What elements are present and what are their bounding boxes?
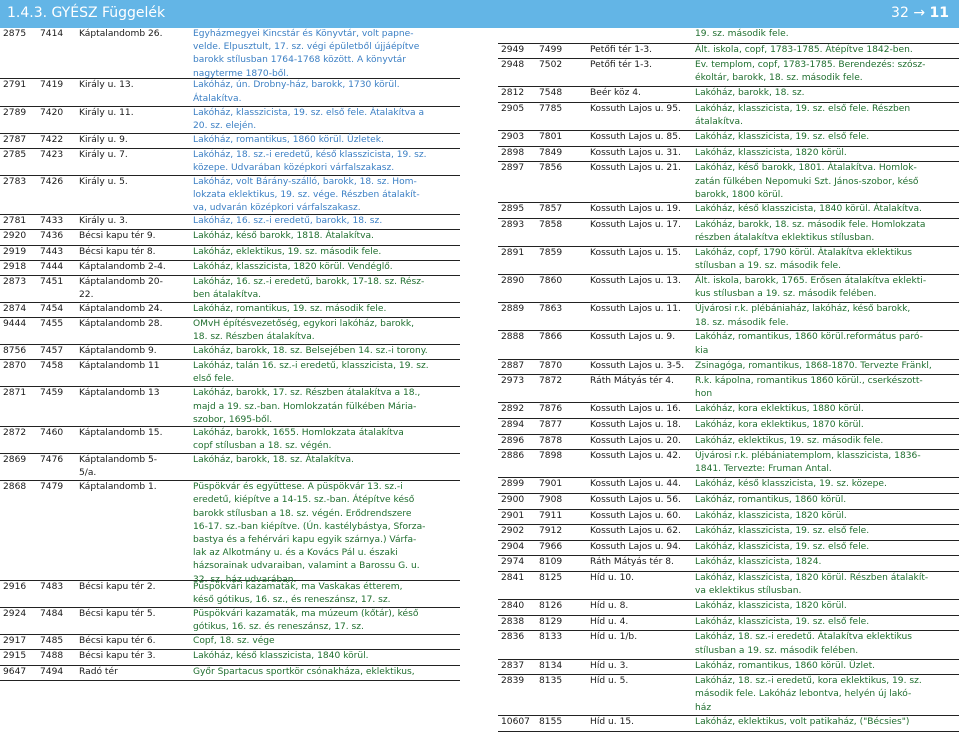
lot-number: 7966 xyxy=(539,541,563,552)
address: Káptalandomb 20- 22. xyxy=(79,276,163,300)
lot-number: 7414 xyxy=(40,29,64,39)
table-row xyxy=(0,303,460,318)
lot-number: 7872 xyxy=(539,376,563,387)
page-from: 32 xyxy=(891,5,909,21)
description: Lakóház, klasszicista, 19. sz. első fele. Részben átalakítva. xyxy=(695,103,911,128)
table-row xyxy=(498,572,959,600)
lot-number: 7499 xyxy=(539,44,563,55)
address: Bécsi kapu tér 6. xyxy=(79,636,156,647)
address: Kossuth Lajos u. 9. xyxy=(590,332,676,343)
table-row xyxy=(498,247,959,275)
table-row xyxy=(0,454,460,481)
lot-number: 8129 xyxy=(539,616,563,627)
lot-number: 7455 xyxy=(40,319,64,329)
address: Káptalandomb 2-4. xyxy=(79,261,166,272)
lot-number: 7866 xyxy=(539,332,563,343)
address: Kossuth Lajos u. 21. xyxy=(590,163,681,174)
record-id: 2898 xyxy=(501,147,525,158)
record-id: 2872 xyxy=(3,427,27,438)
record-id: 2919 xyxy=(3,246,27,257)
record-id: 2839 xyxy=(501,676,525,687)
table-row xyxy=(498,675,959,716)
record-id: 2874 xyxy=(3,303,27,314)
description: Lakóház, 18. sz.-i eredetű, kora eklektikus, 19. sz. második fele. Lakóház lebontva, helyén új lakó- ház xyxy=(695,676,922,713)
description: OMvH építésvezetőség, egykori lakóház, barokk, 18. sz. Részben átalakítva. xyxy=(193,319,415,343)
description: Lakóház, romantikus, 1860 körül. xyxy=(695,495,847,506)
table-row xyxy=(0,650,460,665)
description: Újvárosi r.k. plébániatemplom, klasszicista, 1836- 1841. Tervezte: Fruman Antal. xyxy=(695,451,921,475)
record-id: 2812 xyxy=(501,88,525,99)
table-row xyxy=(498,556,959,572)
address: Káptalandomb 1. xyxy=(79,482,157,493)
table-row xyxy=(498,600,959,616)
table-row xyxy=(498,87,959,103)
description: Lakóház, klasszicista, 19. sz. első fele. xyxy=(695,616,870,627)
address: Király u. 9. xyxy=(79,134,128,145)
address: Híd u. 15. xyxy=(590,716,635,727)
lot-number: 7857 xyxy=(539,204,563,215)
lot-number: 8135 xyxy=(539,676,563,687)
address: Kossuth Lajos u. 16. xyxy=(590,404,681,415)
address: Bécsi kapu tér 3. xyxy=(79,651,156,662)
description: Lakóház, késő klasszicista, 1840 körül. xyxy=(193,651,369,662)
table-row xyxy=(498,103,959,131)
description: Lakóház, barokk, 18. sz. második fele. Homlokzata részben átalakítva eklektikus stílusban. xyxy=(695,219,926,243)
description: Lakóház, 18. sz.-i eredetű. Átalakítva eklektikus stílusban a 19. sz. második felében. xyxy=(695,632,913,656)
table-row xyxy=(498,435,959,451)
lot-number: 8133 xyxy=(539,632,563,643)
page-to: 11 xyxy=(929,5,949,21)
table-row xyxy=(498,660,959,676)
address: Ráth Mátyás tér 4. xyxy=(590,376,674,387)
record-id: 2785 xyxy=(3,149,27,160)
description: Lakóház, klasszicista, 19. sz. első fele. xyxy=(695,541,870,552)
lot-number: 7785 xyxy=(539,103,563,114)
description: Lakóház, copf, 1790 körül. Átalakítva eklektikus stílusban a 19. sz. második fele. xyxy=(695,247,913,272)
lot-number: 7908 xyxy=(539,495,563,506)
record-id: 2916 xyxy=(3,581,27,592)
description: Lakóház, ún. Drobny-ház, barokk, 1730 körül. Átalakítva. xyxy=(193,80,400,104)
table-row xyxy=(498,28,959,44)
table-row xyxy=(0,149,460,176)
record-id: 2886 xyxy=(501,451,525,462)
lot-number: 7423 xyxy=(40,149,64,160)
table-row xyxy=(0,360,460,387)
record-id: 2892 xyxy=(501,404,525,415)
record-id: 2783 xyxy=(3,177,27,188)
record-id: 2841 xyxy=(501,572,525,583)
lot-number: 7858 xyxy=(539,219,563,230)
address: Kossuth Lajos u. 44. xyxy=(590,479,681,490)
table-row xyxy=(498,631,959,659)
lot-number: 8125 xyxy=(539,572,563,583)
table-row xyxy=(0,230,460,245)
table-row xyxy=(0,427,460,454)
address: Káptalandomb 28. xyxy=(79,319,163,329)
table-row xyxy=(0,387,460,426)
description: Lakóház, romantikus, 1860 körül.református paró- kia xyxy=(695,332,923,356)
table-row xyxy=(498,494,959,510)
table-row xyxy=(498,478,959,494)
table-row xyxy=(498,162,959,203)
address: Kossuth Lajos u. 95. xyxy=(590,103,681,114)
record-id: 2973 xyxy=(501,376,525,387)
lot-number: 7485 xyxy=(40,636,64,647)
address: Kossuth Lajos u. 42. xyxy=(590,451,681,462)
lot-number: 7484 xyxy=(40,609,64,620)
description: Lakóház, klasszicista, 19. sz. első fele. xyxy=(695,526,870,537)
table-row xyxy=(498,303,959,331)
address: Híd u. 4. xyxy=(590,616,629,627)
lot-number: 7459 xyxy=(40,388,64,399)
lot-number: 7870 xyxy=(539,360,563,371)
lot-number: 7876 xyxy=(539,404,563,415)
description: Lakóház, kora eklektikus, 1880 körül. xyxy=(695,404,864,415)
record-id: 2899 xyxy=(501,479,525,490)
record-id: 2873 xyxy=(3,276,27,287)
description: Püspökvári kazamaták, ma múzeum (kőtár), késő gótikus, 16. sz. és reneszánsz, 17. sz. xyxy=(193,609,419,633)
table-row xyxy=(498,203,959,219)
address: Kossuth Lajos u. 20. xyxy=(590,435,681,446)
description: Lakóház, 18. sz.-i eredetű, késő klasszicista, 19. sz. közepe. Udvarában középkori várfalszakasz. xyxy=(193,149,427,174)
record-id: 2871 xyxy=(3,388,27,399)
record-id: 2837 xyxy=(501,660,525,671)
address: Király u. 11. xyxy=(79,107,134,118)
record-id: 2889 xyxy=(501,304,525,315)
table-row xyxy=(498,450,959,478)
table-row xyxy=(0,276,460,303)
address: Kossuth Lajos u. 60. xyxy=(590,510,681,521)
lot-number: 7911 xyxy=(539,510,563,521)
address: Kossuth Lajos u. 17. xyxy=(590,219,681,230)
description: Lakóház, barokk, 17. sz. Részben átalakítva a 18., majd a 19. sz.-ban. Homlokzatán fülkében Mária- szobor, 1695-ből. xyxy=(193,388,421,425)
record-id: 2924 xyxy=(3,609,27,620)
address: Petőfi tér 1-3. xyxy=(590,44,653,55)
description: Lakóház, klasszicista, 1820 körül. Részben átalakít- va eklektikus stílusban. xyxy=(695,572,929,597)
address: Bécsi kapu tér 2. xyxy=(79,581,156,592)
lot-number: 7898 xyxy=(539,451,563,462)
address: Kossuth Lajos u. 31. xyxy=(590,147,681,158)
address: Király u. 13. xyxy=(79,80,134,91)
record-id: 2895 xyxy=(501,204,525,215)
address: Káptalandomb 11 xyxy=(79,361,160,372)
record-id: 2887 xyxy=(501,360,525,371)
lot-number: 7458 xyxy=(40,361,64,372)
table-row xyxy=(498,275,959,303)
lot-number: 8155 xyxy=(539,716,563,727)
address: Híd u. 10. xyxy=(590,572,635,583)
address: Kossuth Lajos u. 62. xyxy=(590,526,681,537)
table-row xyxy=(498,331,959,359)
address: Ráth Mátyás tér 8. xyxy=(590,557,674,568)
left-table xyxy=(0,28,460,681)
lot-number: 8134 xyxy=(539,660,563,671)
record-id: 2840 xyxy=(501,601,525,612)
lot-number: 7877 xyxy=(539,420,563,431)
description: Lakóház, késő barokk, 1801. Átalakítva. Homlok- zatán fülkében Nepomuki Szt. János-szobor, késő barokk, 1800 körül. xyxy=(695,163,919,200)
record-id: 2948 xyxy=(501,60,525,71)
lot-number: 7878 xyxy=(539,435,563,446)
table-row xyxy=(0,134,460,149)
table-row xyxy=(0,246,460,261)
lot-number: 8126 xyxy=(539,601,563,612)
table-row xyxy=(498,616,959,632)
description: Lakóház, barokk, 1655. Homlokzata átalakítva copf stílusban a 18. sz. végén. xyxy=(193,427,404,451)
description: Lakóház, romantikus, 1860 körül. Üzletek. xyxy=(193,134,384,145)
table-row xyxy=(498,219,959,247)
address: Káptalandomb 24. xyxy=(79,303,163,314)
address: Híd u. 8. xyxy=(590,601,629,612)
record-id: 2890 xyxy=(501,276,525,287)
lot-number: 7476 xyxy=(40,454,64,465)
lot-number: 7860 xyxy=(539,276,563,287)
address: Bécsi kapu tér 5. xyxy=(79,609,156,620)
table-row xyxy=(0,581,460,608)
address: Király u. 7. xyxy=(79,149,128,160)
table-row xyxy=(0,666,460,681)
lot-number: 7451 xyxy=(40,276,64,287)
description: Lakóház, késő klasszicista, 1840 körül. Átalakítva. xyxy=(695,204,922,215)
description: Lakóház, barokk, 18. sz. Átalakítva. xyxy=(193,454,354,465)
lot-number: 8109 xyxy=(539,557,563,568)
description: Lakóház, 16. sz.-i eredetű, barokk, 18. sz. xyxy=(193,216,383,227)
table-row xyxy=(0,261,460,276)
address: Káptalandomb 9. xyxy=(79,346,157,357)
description: Lakóház, eklektikus, 19. sz. második fele. xyxy=(193,246,382,257)
lot-number: 7419 xyxy=(40,80,64,91)
description: Egyházmegyei Kincstár és Könyvtár, volt papne- velde. Elpusztult, 17. sz. végi épületből újjáépítve barokk stílusban 1764-1768 között. A könyvtár nagyterme 1870-ből. xyxy=(193,29,420,79)
address: Híd u. 3. xyxy=(590,660,629,671)
record-id: 2870 xyxy=(3,361,27,372)
description: Lakóház, barokk, 18. sz. Belsejében 14. sz.-i torony. xyxy=(193,346,428,357)
description: Ált. iskola, copf, 1783-1785. Átépítve 1842-ben. xyxy=(695,44,913,55)
lot-number: 7849 xyxy=(539,147,563,158)
table-row xyxy=(498,525,959,541)
description: Lakóház, eklektikus, 19. sz. második fele. xyxy=(695,435,884,446)
record-id: 2897 xyxy=(501,163,525,174)
page-number xyxy=(891,5,949,21)
record-id: 2894 xyxy=(501,420,525,431)
address: Bécsi kapu tér 9. xyxy=(79,231,156,242)
description: Zsinagóga, romantikus, 1868-1870. Tervezte Fränkl, xyxy=(695,360,932,371)
address: Káptalandomb 5- 5/a. xyxy=(79,454,158,479)
description: Győr Spartacus sportkör csónakháza, eklektikus, xyxy=(193,666,415,677)
description: Lakóház, volt Bárány-szálló, barokk, 18. sz. Hom- lokzata eklektikus, 19. sz. vége. Részben átalakít- va, udvarán középkori várfalszakasz. xyxy=(193,177,420,214)
record-id: 2915 xyxy=(3,651,27,662)
address: Kossuth Lajos u. 85. xyxy=(590,132,681,143)
description: Lakóház, klasszicista, 19. sz. első fele. xyxy=(695,132,870,143)
record-id: 9444 xyxy=(3,319,27,329)
lot-number: 7426 xyxy=(40,177,64,188)
record-id: 2787 xyxy=(3,134,27,145)
lot-number: 7502 xyxy=(539,60,563,71)
table-row xyxy=(498,375,959,403)
table-row xyxy=(498,541,959,557)
lot-number: 7801 xyxy=(539,132,563,143)
description: Copf, 18. sz. vége xyxy=(193,636,275,647)
description: Lakóház, klasszicista, 19. sz. első fele. Átalakítva a 20. sz. elején. xyxy=(193,107,425,131)
table-row xyxy=(0,318,460,345)
description: Lakóház, klasszicista, 1820 körül. xyxy=(695,147,847,158)
lot-number: 7488 xyxy=(40,651,64,662)
table-row xyxy=(498,44,959,60)
record-id: 2838 xyxy=(501,616,525,627)
lot-number: 7420 xyxy=(40,107,64,118)
description: Lakóház, klasszicista, 1820 körül. Vendéglő. xyxy=(193,261,393,272)
description: Lakóház, klasszicista, 1820 körül. xyxy=(695,601,847,612)
record-id: 2791 xyxy=(3,80,27,91)
lot-number: 7422 xyxy=(40,134,64,145)
table-row xyxy=(0,481,460,585)
address: Kossuth Lajos u. 94. xyxy=(590,541,681,552)
record-id: 2781 xyxy=(3,216,27,227)
table-row xyxy=(498,510,959,526)
arrow-icon: → xyxy=(913,5,926,21)
lot-number: 7436 xyxy=(40,231,64,242)
record-id: 2896 xyxy=(501,435,525,446)
address: Király u. 5. xyxy=(79,177,128,188)
lot-number: 7433 xyxy=(40,216,64,227)
address: Kossuth Lajos u. 3-5. xyxy=(590,360,685,371)
record-id: 8756 xyxy=(3,346,27,357)
table-row xyxy=(498,360,959,376)
table-row xyxy=(0,345,460,360)
description: Ev. templom, copf, 1783-1785. Berendezés: szósz- ékoltár, barokk, 18. sz. második fele. xyxy=(695,60,926,84)
lot-number: 7494 xyxy=(40,666,64,677)
record-id: 2789 xyxy=(3,107,27,118)
lot-number: 7912 xyxy=(539,526,563,537)
description: Lakóház, eklektikus, volt patikaház, ("Bécsies") xyxy=(695,716,910,727)
address: Kossuth Lajos u. 11. xyxy=(590,304,681,315)
address: Kossuth Lajos u. 15. xyxy=(590,247,681,258)
description: Lakóház, kora eklektikus, 1870 körül. xyxy=(695,420,864,431)
right-table xyxy=(498,28,959,732)
address: Híd u. 5. xyxy=(590,676,629,687)
lot-number: 7856 xyxy=(539,163,563,174)
address: Híd u. 1/b. xyxy=(590,632,638,643)
description: Lakóház, klasszicista, 1820 körül. xyxy=(695,510,847,521)
address: Kossuth Lajos u. 18. xyxy=(590,420,681,431)
address: Radó tér xyxy=(79,666,118,677)
record-id: 2902 xyxy=(501,526,525,537)
description: Lakóház, romantikus, 19. sz. második fele. xyxy=(193,303,387,314)
record-id: 2904 xyxy=(501,541,525,552)
lot-number: 7457 xyxy=(40,346,64,357)
address: Király u. 3. xyxy=(79,216,128,227)
table-row xyxy=(498,131,959,147)
record-id: 2836 xyxy=(501,632,525,643)
record-id: 2974 xyxy=(501,557,525,568)
address: Petőfi tér 1-3. xyxy=(590,60,653,71)
lot-number: 7859 xyxy=(539,247,563,258)
record-id: 2900 xyxy=(501,495,525,506)
description: Lakóház, 16. sz.-i eredetű, barokk, 17-18. sz. Rész- ben átalakítva. xyxy=(193,276,425,300)
record-id: 2868 xyxy=(3,482,27,493)
description: Újvárosi r.k. plébániaház, lakóház, késő barokk, 18. sz. második fele. xyxy=(695,304,911,328)
lot-number: 7863 xyxy=(539,304,563,315)
lot-number: 7443 xyxy=(40,246,64,257)
page-header xyxy=(0,0,959,28)
address: Bécsi kapu tér 8. xyxy=(79,246,156,257)
table-row xyxy=(0,608,460,635)
table-row xyxy=(0,215,460,230)
description: Püspökvári kazamaták, ma Vaskakas étterem, késő gótikus, 16. sz., és reneszánsz, 17. sz. xyxy=(193,581,403,606)
description: Ált. iskola, barokk, 1765. Erősen átalakítva eklekti- kus stílusban a 19. sz. második felében. xyxy=(695,276,927,300)
lot-number: 7460 xyxy=(40,427,64,438)
address: Kossuth Lajos u. 56. xyxy=(590,495,681,506)
lot-number: 7901 xyxy=(539,479,563,490)
record-id: 2875 xyxy=(3,29,27,39)
record-id: 2888 xyxy=(501,332,525,343)
description: Püspökvár és együttese. A püspökvár 13. sz.-i eredetű, kiépítve a 14-15. sz.-ban. Átépítve késő barokk stílusban a 18. sz. végén. Erődrendszere 16-17. sz.-ban kiépítve. (Ún. kastélybástya, Sforza- bastya és a fehérvári kapu egyik szárnya.) Várfa- lak az Alkotmány u. és a Kovács Pál u. északi házsorainak udvaraiban, valamint a Barossu G. u. 32. sz. ház udvarában. xyxy=(193,482,426,585)
lot-number: 7444 xyxy=(40,261,64,272)
table-row xyxy=(498,147,959,163)
lot-number: 7479 xyxy=(40,482,64,493)
table-row xyxy=(0,107,460,134)
record-id: 2917 xyxy=(3,636,27,647)
description: R.k. kápolna, romantikus 1860 körül., cserkészott- hon xyxy=(695,376,923,400)
record-id: 2903 xyxy=(501,132,525,143)
record-id: 2918 xyxy=(3,261,27,272)
record-id: 2920 xyxy=(3,231,27,242)
record-id: 2901 xyxy=(501,510,525,521)
lot-number: 7483 xyxy=(40,581,64,592)
record-id: 2869 xyxy=(3,454,27,465)
address: Káptalandomb 15. xyxy=(79,427,163,438)
table-row xyxy=(498,403,959,419)
table-row xyxy=(0,176,460,215)
address: Káptalandomb 13 xyxy=(79,388,160,399)
description: Lakóház, késő barokk, 1818. Átalakítva. xyxy=(193,231,374,242)
description: Lakóház, klasszicista, 1824. xyxy=(695,557,822,568)
record-id: 9647 xyxy=(3,666,27,677)
record-id: 2893 xyxy=(501,219,525,230)
description: Lakóház, talán 16. sz.-i eredetű, klasszicista, 19. sz. első fele. xyxy=(193,361,429,385)
address: Beér köz 4. xyxy=(590,88,641,99)
address: Káptalandomb 26. xyxy=(79,29,163,39)
address: Kossuth Lajos u. 13. xyxy=(590,276,681,287)
description: 19. sz. második fele. xyxy=(695,29,789,39)
section-title: 1.4.3. GYÉSZ Függelék xyxy=(7,5,166,21)
lot-number: 7548 xyxy=(539,88,563,99)
description: Lakóház, romantikus, 1860 körül. Üzlet. xyxy=(695,660,876,671)
record-id: 10607 xyxy=(501,716,530,727)
lot-number: 7454 xyxy=(40,303,64,314)
address: Kossuth Lajos u. 19. xyxy=(590,204,681,215)
record-id: 2905 xyxy=(501,103,525,114)
table-row xyxy=(0,28,460,79)
table-row xyxy=(498,716,959,732)
description: Lakóház, késő klasszicista, 19. sz. közepe. xyxy=(695,479,887,490)
table-row xyxy=(498,59,959,87)
description: Lakóház, barokk, 18. sz. xyxy=(695,88,805,99)
record-id: 2891 xyxy=(501,247,525,258)
table-row xyxy=(0,79,460,106)
table-row xyxy=(498,419,959,435)
table-row xyxy=(0,635,460,650)
record-id: 2949 xyxy=(501,44,525,55)
